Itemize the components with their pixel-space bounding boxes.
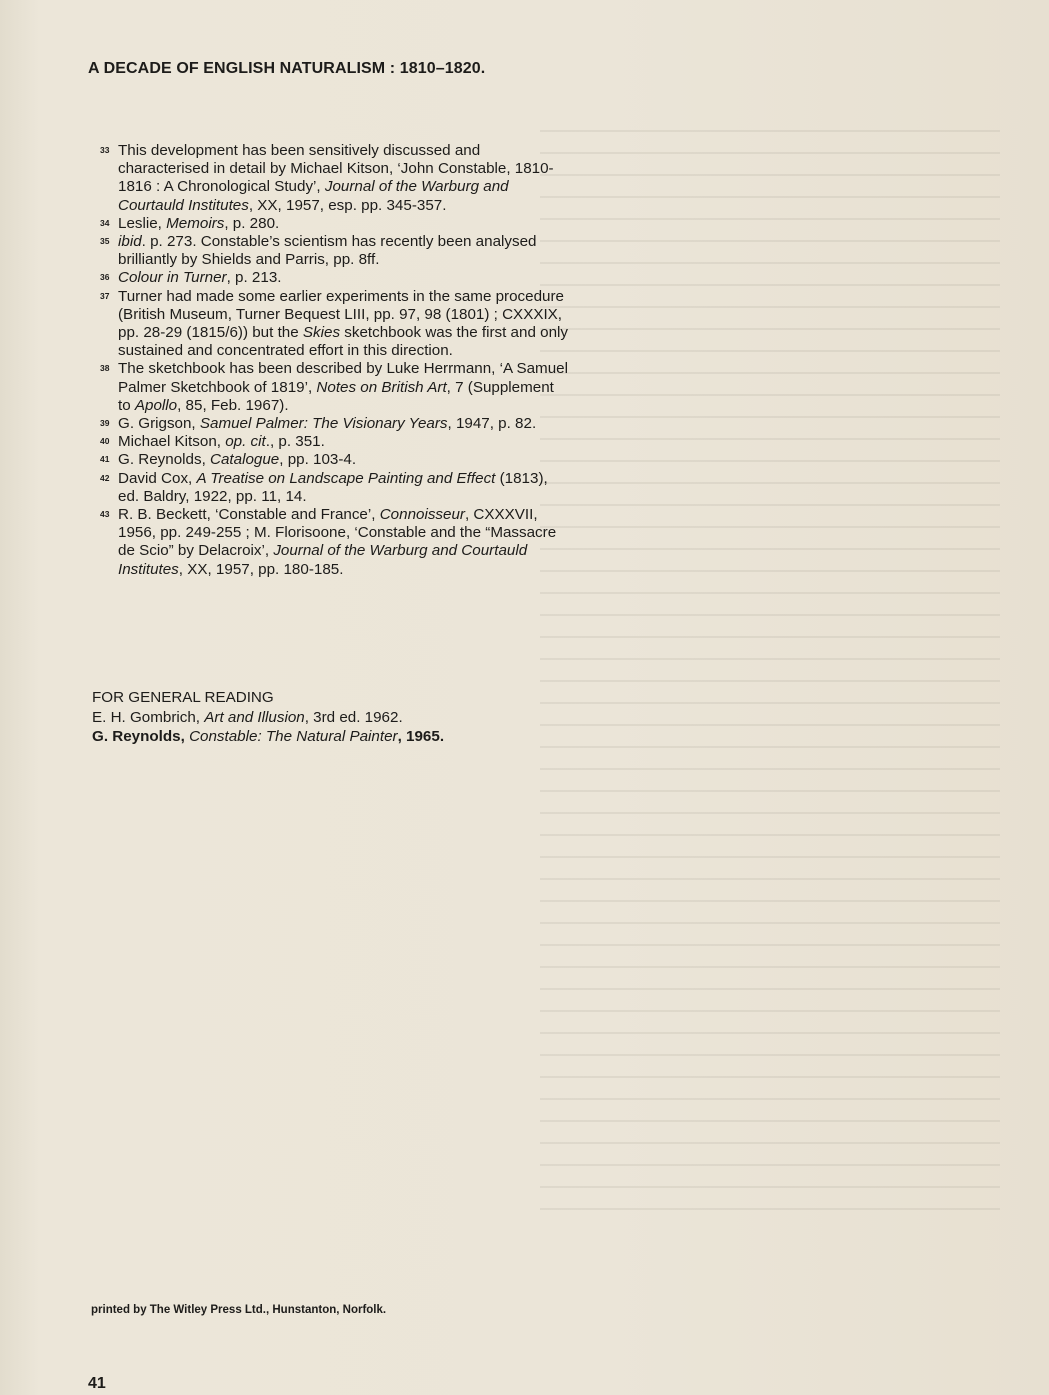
show-through-texture <box>540 130 1000 1230</box>
note-segment: , p. 213. <box>226 269 282 287</box>
note-segment: sketchbook was the first and only sustained and concentrated effort in this direction. <box>118 324 568 360</box>
note-number: 41 <box>100 454 110 465</box>
note-segment: , 1947, p. 82. <box>447 415 537 433</box>
note-number: 42 <box>100 472 110 483</box>
reading-details: , 1965. <box>397 728 445 745</box>
page-number: 41 <box>88 1375 106 1392</box>
note-italic-segment: ibid <box>118 233 142 251</box>
note-segment: R. B. Beckett, ‘Constable and France’, <box>118 506 380 524</box>
note-number: 34 <box>100 217 110 228</box>
note-number: 36 <box>100 272 110 283</box>
note-number: 43 <box>100 509 110 520</box>
note-segment: , 85, Feb. 1967). <box>177 396 289 414</box>
reading-title: Constable: The Natural Painter <box>189 728 398 745</box>
note-text <box>118 288 568 360</box>
note <box>100 415 570 433</box>
note <box>100 451 570 469</box>
note-italic-segment: Samuel Palmer: The Visionary Years <box>199 415 448 433</box>
note-text <box>118 269 282 286</box>
note-segment: G. Grigson, <box>118 415 200 433</box>
note <box>100 506 570 579</box>
note-segment: (1813), ed. Baldry, 1922, pp. 11, 14. <box>118 469 548 505</box>
note-italic-segment: Skies <box>302 324 341 342</box>
note <box>100 360 570 415</box>
note-italic-segment: Memoirs <box>166 214 225 232</box>
note-segment: David Cox, <box>118 469 197 487</box>
note-text <box>118 451 356 468</box>
note-number: 35 <box>100 236 110 247</box>
reading-item <box>92 727 572 747</box>
general-reading-section <box>92 688 572 747</box>
note <box>100 288 570 361</box>
note-segment: , XX, 1957, pp. 180-185. <box>178 560 344 578</box>
running-head: A DECADE OF ENGLISH NATURALISM : 1810–1820. <box>88 60 486 77</box>
note-italic-segment: op. cit <box>225 433 266 451</box>
note-segment: This development has been sensitively discussed and characterised in detail by Michael Kitson, ‘John Constable, 1810-1816 : A Chronological Study’, <box>118 142 554 196</box>
note-number: 33 <box>100 145 110 155</box>
note-number: 37 <box>100 290 110 301</box>
note <box>100 215 570 233</box>
note-segment: G. Reynolds, <box>118 451 211 469</box>
note-segment: , pp. 103-4. <box>279 451 357 469</box>
note-segment: , p. 280. <box>224 214 280 232</box>
note-text <box>118 470 548 505</box>
note-segment: . p. 273. Constable’s scientism has recently been analysed brilliantly by Shields and Parris, pp. 8ff. <box>118 233 537 269</box>
notes-list <box>100 142 570 579</box>
note-italic-segment: Notes on British Art <box>316 378 447 396</box>
note-text <box>118 433 325 450</box>
note <box>100 142 570 215</box>
note-number: 38 <box>100 363 110 374</box>
note-text <box>118 360 568 413</box>
reading-item <box>92 708 572 728</box>
note-text <box>118 215 279 232</box>
note <box>100 233 570 269</box>
note-italic-segment: Catalogue <box>210 451 280 469</box>
note <box>100 269 570 287</box>
note-italic-segment: Journal of the Warburg and Courtauld Institutes <box>118 178 509 214</box>
reading-author: G. Reynolds, <box>92 728 190 745</box>
note-segment: Michael Kitson, <box>118 433 226 451</box>
note-italic-segment: Apollo <box>134 396 178 414</box>
note-number: 39 <box>100 418 110 429</box>
note-segment: Leslie, <box>118 214 167 232</box>
reading-title: Art and Illusion <box>204 708 305 726</box>
note-segment: , XX, 1957, esp. pp. 345-357. <box>248 196 447 214</box>
note-text <box>118 142 554 214</box>
note-segment: , 7 (Supplement to <box>118 378 554 414</box>
note-text <box>118 233 536 268</box>
note-italic-segment: Connoisseur <box>379 506 465 524</box>
reading-author: E. H. Gombrich, <box>92 708 205 726</box>
note-segment: , CXXXVII, 1956, pp. 249-255 ; M. Florisoone, ‘Constable and the “Massacre de Scio” by Delacroix’, <box>118 506 557 560</box>
note <box>100 433 570 451</box>
printer-imprint: printed by The Witley Press Ltd., Hunstanton, Norfolk. <box>91 1304 387 1316</box>
note-segment: The sketchbook has been described by Luke Herrmann, ‘A Samuel Palmer Sketchbook of 1819’, <box>118 360 568 396</box>
note <box>100 470 570 506</box>
note-segment: ., p. 351. <box>265 433 325 451</box>
note-text <box>118 415 536 432</box>
note-italic-segment: A Treatise on Landscape Painting and Effect <box>196 469 496 487</box>
note-italic-segment: Journal of the Warburg and Courtauld Institutes <box>118 542 528 578</box>
note-number: 40 <box>100 436 110 447</box>
note-text <box>118 506 556 578</box>
note-segment: Turner had made some earlier experiments in the same procedure (British Museum, Turner Bequest LIII, pp. 97, 98 (1801) ; CXXXIX, pp. 28-29 (1815/6)) but the <box>118 287 564 342</box>
general-reading-heading: FOR GENERAL READING <box>92 689 274 706</box>
reading-details: , 3rd ed. 1962. <box>304 708 403 726</box>
reading-list <box>92 708 572 747</box>
note-italic-segment: Colour in Turner <box>118 269 227 287</box>
